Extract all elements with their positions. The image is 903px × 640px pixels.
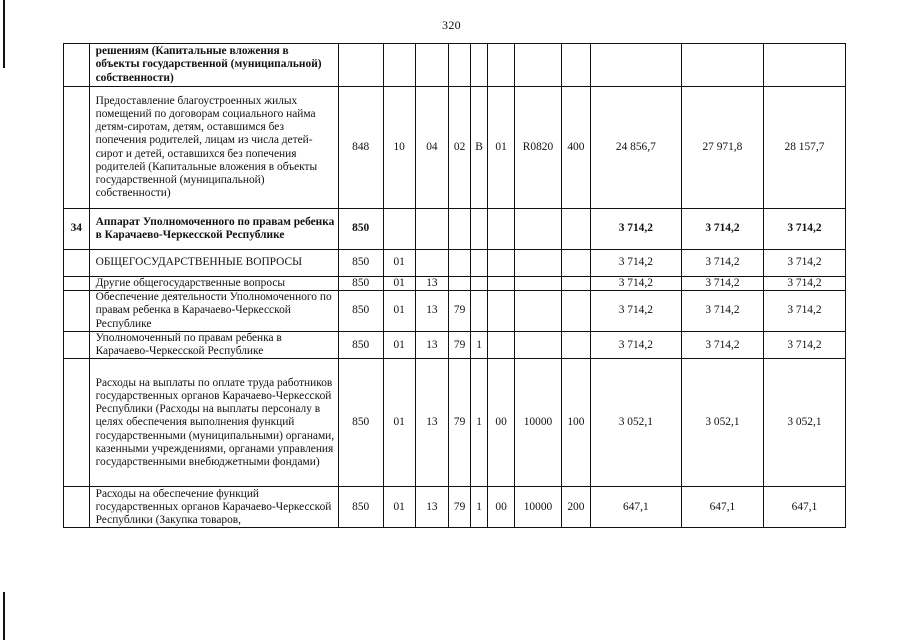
subsection-cell: 13	[415, 487, 449, 528]
scan-edge-mark-top	[3, 0, 5, 68]
item-name-cell: Уполномоченный по правам ребенка в Карачаево-Черкесской Республике	[89, 332, 338, 359]
target-code-cell	[514, 209, 561, 250]
table-row	[64, 44, 846, 87]
expense-type-cell	[562, 291, 591, 332]
amount-year1-cell: 647,1	[590, 487, 681, 528]
table-row	[64, 487, 846, 528]
subsection-cell: 13	[415, 277, 449, 291]
table-row	[64, 291, 846, 332]
amount-year3-cell: 3 714,2	[763, 291, 845, 332]
row-number-cell	[64, 359, 90, 487]
admin-code-cell	[338, 44, 383, 87]
target-code-cell	[514, 277, 561, 291]
target-code-cell	[514, 291, 561, 332]
admin-code-cell: 850	[338, 291, 383, 332]
target-code-cell: 10000	[514, 487, 561, 528]
item-name-cell: Другие общегосударственные вопросы	[89, 277, 338, 291]
direction-cell: 00	[488, 359, 515, 487]
section-cell: 01	[383, 291, 415, 332]
amount-year2-cell: 3 714,2	[681, 250, 763, 277]
direction-cell	[488, 44, 515, 87]
row-number-cell	[64, 487, 90, 528]
expense-type-cell	[562, 44, 591, 87]
amount-year2-cell: 3 052,1	[681, 359, 763, 487]
subsection-cell	[415, 209, 449, 250]
expense-type-cell	[562, 209, 591, 250]
section-cell	[383, 209, 415, 250]
section-cell: 01	[383, 487, 415, 528]
amount-year1-cell: 3 714,2	[590, 250, 681, 277]
direction-cell: 01	[488, 87, 515, 209]
direction-cell	[488, 332, 515, 359]
row-number-cell	[64, 87, 90, 209]
subsection-cell: 13	[415, 332, 449, 359]
section-cell: 01	[383, 332, 415, 359]
amount-year1-cell: 3 714,2	[590, 277, 681, 291]
table-row	[64, 87, 846, 209]
item-name-cell: решениям (Капитальные вложения в объекты государственной (муниципальной) собственности)	[89, 44, 338, 87]
program-cell	[449, 277, 471, 291]
subprogram-cell: 1	[470, 359, 487, 487]
page-number: 320	[442, 18, 461, 32]
expense-type-cell: 200	[562, 487, 591, 528]
subsection-cell: 13	[415, 291, 449, 332]
amount-year2-cell: 27 971,8	[681, 87, 763, 209]
expense-type-cell	[562, 332, 591, 359]
expense-type-cell	[562, 250, 591, 277]
section-cell: 01	[383, 359, 415, 487]
target-code-cell	[514, 44, 561, 87]
amount-year2-cell: 3 714,2	[681, 277, 763, 291]
admin-code-cell: 850	[338, 250, 383, 277]
subprogram-cell: 1	[470, 332, 487, 359]
program-cell: 02	[449, 87, 471, 209]
amount-year2-cell: 3 714,2	[681, 332, 763, 359]
direction-cell	[488, 250, 515, 277]
row-number-cell	[64, 250, 90, 277]
program-cell: 79	[449, 332, 471, 359]
target-code-cell	[514, 332, 561, 359]
admin-code-cell: 850	[338, 359, 383, 487]
amount-year3-cell: 647,1	[763, 487, 845, 528]
row-number-cell	[64, 277, 90, 291]
program-cell: 79	[449, 359, 471, 487]
program-cell: 79	[449, 487, 471, 528]
subprogram-cell: 1	[470, 487, 487, 528]
admin-code-cell: 850	[338, 209, 383, 250]
budget-table	[63, 43, 846, 528]
program-cell	[449, 44, 471, 87]
item-name-cell: ОБЩЕГОСУДАРСТВЕННЫЕ ВОПРОСЫ	[89, 250, 338, 277]
amount-year2-cell: 647,1	[681, 487, 763, 528]
expense-type-cell	[562, 277, 591, 291]
table-row	[64, 250, 846, 277]
section-cell	[383, 44, 415, 87]
amount-year3-cell: 3 052,1	[763, 359, 845, 487]
amount-year3-cell: 3 714,2	[763, 250, 845, 277]
direction-cell	[488, 277, 515, 291]
amount-year1-cell: 24 856,7	[590, 87, 681, 209]
subprogram-cell	[470, 44, 487, 87]
table-row	[64, 332, 846, 359]
row-number-cell: 34	[64, 209, 90, 250]
table-row	[64, 277, 846, 291]
subprogram-cell	[470, 277, 487, 291]
item-name-cell: Расходы на обеспечение функций государственных органов Карачаево-Черкесской Республики (Закупка товаров,	[89, 487, 338, 528]
subprogram-cell: В	[470, 87, 487, 209]
row-number-cell	[64, 291, 90, 332]
admin-code-cell: 850	[338, 487, 383, 528]
amount-year3-cell	[763, 44, 845, 87]
amount-year3-cell: 28 157,7	[763, 87, 845, 209]
program-cell: 79	[449, 291, 471, 332]
item-name-cell: Предоставление благоустроенных жилых помещений по договорам социального найма детям-сиротам, детям, оставшимся без попечения родителей, лицам из числа детей-сирот и детей, оставшихся без попечения родителей (Капитальные вложения в объекты государственной (муниципальной) собственности)	[89, 87, 338, 209]
admin-code-cell: 850	[338, 277, 383, 291]
item-name-cell: Расходы на выплаты по оплате труда работников государственных органов Карачаево-Черкесской Республики (Расходы на выплаты персоналу в целях обеспечения выполнения функций государственными (муниципальными) органами, казенными учреждениями, органами управления государственными внебюджетными фондами)	[89, 359, 338, 487]
amount-year1-cell: 3 714,2	[590, 209, 681, 250]
subsection-cell: 13	[415, 359, 449, 487]
direction-cell	[488, 209, 515, 250]
expense-type-cell: 100	[562, 359, 591, 487]
program-cell	[449, 250, 471, 277]
item-name-cell: Обеспечение деятельности Уполномоченного по правам ребенка в Карачаево-Черкесской Республике	[89, 291, 338, 332]
program-cell	[449, 209, 471, 250]
direction-cell	[488, 291, 515, 332]
amount-year1-cell: 3 052,1	[590, 359, 681, 487]
row-number-cell	[64, 44, 90, 87]
amount-year2-cell: 3 714,2	[681, 291, 763, 332]
subsection-cell: 04	[415, 87, 449, 209]
target-code-cell	[514, 250, 561, 277]
amount-year3-cell: 3 714,2	[763, 209, 845, 250]
item-name-cell: Аппарат Уполномоченного по правам ребенка в Карачаево-Черкесской Республике	[89, 209, 338, 250]
target-code-cell: R0820	[514, 87, 561, 209]
expense-type-cell: 400	[562, 87, 591, 209]
direction-cell: 00	[488, 487, 515, 528]
section-cell: 01	[383, 277, 415, 291]
amount-year1-cell: 3 714,2	[590, 332, 681, 359]
section-cell: 01	[383, 250, 415, 277]
table-row	[64, 359, 846, 487]
amount-year1-cell	[590, 44, 681, 87]
row-number-cell	[64, 332, 90, 359]
amount-year1-cell: 3 714,2	[590, 291, 681, 332]
section-cell: 10	[383, 87, 415, 209]
target-code-cell: 10000	[514, 359, 561, 487]
admin-code-cell: 848	[338, 87, 383, 209]
amount-year3-cell: 3 714,2	[763, 332, 845, 359]
admin-code-cell: 850	[338, 332, 383, 359]
subprogram-cell	[470, 291, 487, 332]
subsection-cell	[415, 250, 449, 277]
subprogram-cell	[470, 209, 487, 250]
amount-year3-cell: 3 714,2	[763, 277, 845, 291]
subsection-cell	[415, 44, 449, 87]
amount-year2-cell: 3 714,2	[681, 209, 763, 250]
amount-year2-cell	[681, 44, 763, 87]
scan-edge-mark-bottom	[3, 592, 5, 640]
subprogram-cell	[470, 250, 487, 277]
table-row	[64, 209, 846, 250]
